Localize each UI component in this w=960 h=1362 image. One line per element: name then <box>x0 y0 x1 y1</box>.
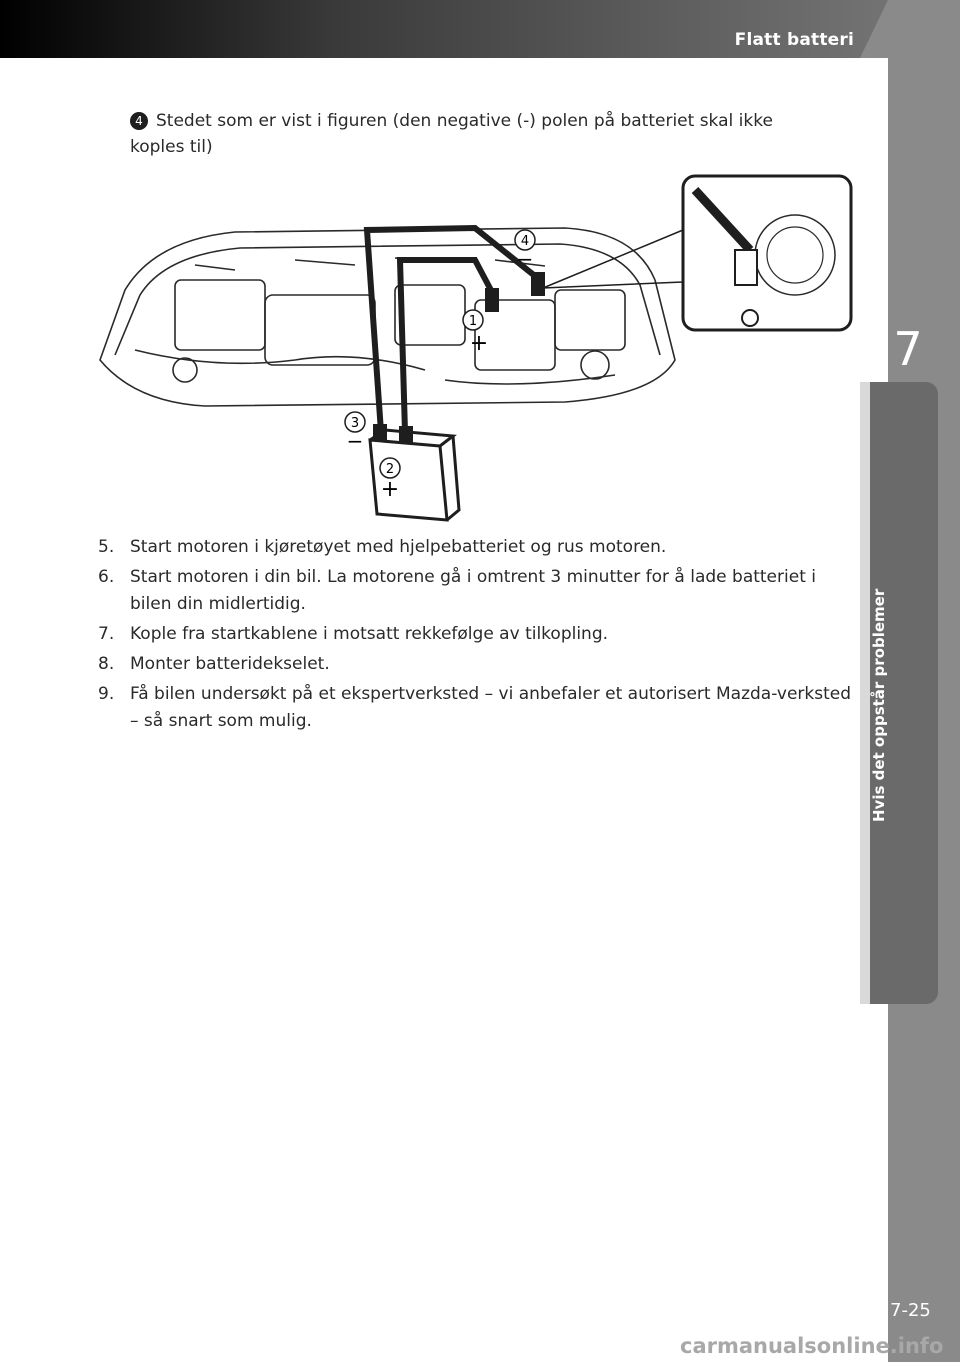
inset-detail <box>683 176 851 330</box>
label-three-sign: − <box>346 429 364 453</box>
jump-start-figure <box>95 170 855 530</box>
step-number: 8. <box>98 654 115 674</box>
step-text: Monter batteridekselet. <box>130 654 330 674</box>
label-one: 1 <box>468 314 478 329</box>
step-text: Start motoren i din bil. La motorene gå i omtrent 3 minutter for å lade batteriet i bilen din midlertidig. <box>130 567 816 614</box>
step-number: 6. <box>98 567 115 587</box>
step-number: 9. <box>98 684 115 704</box>
chapter-number: 7 <box>893 322 923 376</box>
label-two-sign: + <box>380 477 400 502</box>
clamp-four <box>531 272 545 296</box>
steps-list <box>98 534 858 738</box>
label-four: 4 <box>520 234 530 249</box>
step-text: Få bilen undersøkt på et ekspertverksted – vi anbefaler et autorisert Mazda-verksted – så snart som mulig. <box>130 684 852 731</box>
list-item <box>98 621 858 648</box>
step-number: 5. <box>98 537 115 557</box>
label-two: 2 <box>385 462 395 477</box>
label-three: 3 <box>350 416 360 431</box>
step-number: 7. <box>98 624 115 644</box>
list-item <box>98 651 858 678</box>
step-text: Kople fra startkablene i motsatt rekkefølge av tilkopling. <box>130 624 609 644</box>
label-four-sign: − <box>516 247 534 271</box>
watermark-link[interactable]: carmanualsonline.info <box>680 1334 944 1358</box>
circled-marker: 4 <box>130 112 148 130</box>
note-text: Stedet som er vist i figuren (den negative (-) polen på batteriet skal ikke koples til) <box>130 111 773 157</box>
engine-bay <box>100 228 675 406</box>
label-one-sign: + <box>469 331 489 356</box>
list-item <box>98 534 858 561</box>
chapter-tab-label <box>870 762 888 822</box>
clamp-one <box>485 288 499 312</box>
page-number: 7-25 <box>890 1300 931 1321</box>
figure-note <box>130 108 810 160</box>
list-item <box>98 681 858 735</box>
list-item <box>98 564 858 618</box>
step-text: Start motoren i kjøretøyet med hjelpebatteriet og rus motoren. <box>130 537 667 557</box>
section-title: Flatt batteri <box>734 30 854 50</box>
